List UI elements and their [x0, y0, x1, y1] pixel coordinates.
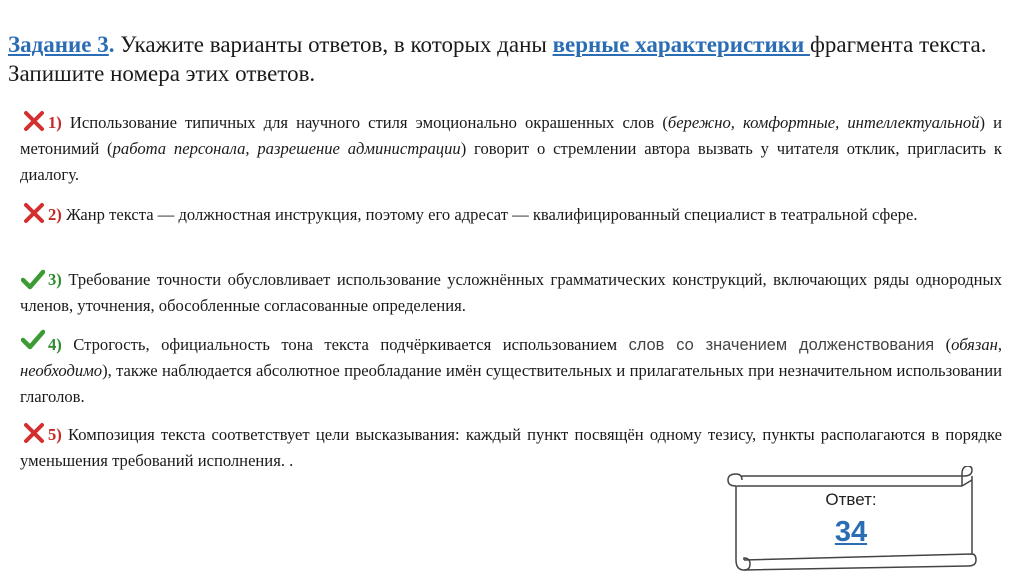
option-text: Использование типичных для научного стиля эмоционально окрашенных слов (	[61, 113, 668, 132]
check-icon	[21, 268, 45, 290]
option-number: 1)	[48, 113, 62, 132]
answer-option-1	[20, 110, 1002, 188]
check-icon	[21, 328, 45, 350]
task-statement	[8, 30, 1012, 88]
option-number: 4)	[48, 335, 62, 354]
option-example: бережно, комфортные, интеллектуальной	[667, 113, 980, 132]
answer-value: 34	[834, 516, 868, 548]
answer-label: Ответ:	[825, 490, 877, 509]
task-highlight: верные характеристики	[552, 32, 810, 57]
option-text: Строгость, официальность тона текста подчёркивается использованием	[61, 335, 629, 354]
option-key-phrase: слов со значением долженствования	[628, 336, 935, 354]
answer-option-3	[20, 267, 1002, 319]
task-label-dot: .	[108, 32, 115, 57]
option-number: 5)	[48, 425, 62, 444]
option-text: Композиция текста соответствует цели высказывания: каждый пункт посвящён одному тезису, пункты располагаются в порядке уменьшения требований исполнения. .	[20, 425, 1002, 470]
option-text: Требование точности обусловливает использование усложнённых грамматических конструкций, включающих ряды однородных членов, уточнения, обособленные согласованные определения.	[20, 270, 1002, 315]
option-example: работа персонала, разрешение администрации	[112, 139, 461, 158]
cross-icon	[23, 110, 45, 132]
option-number: 3)	[48, 270, 62, 289]
option-text: (	[934, 335, 952, 354]
option-text: ) и метонимий (	[20, 113, 1002, 158]
task-label: Задание 3	[8, 32, 109, 57]
answer-option-4	[20, 332, 1002, 410]
option-number: 2)	[48, 205, 62, 224]
option-text: ) говорит о стремлении автора вызвать у читателя отклик, пригласить к диалогу.	[20, 139, 1002, 184]
task-text-before: Укажите варианты ответов, в которых даны	[114, 32, 553, 57]
answer-scroll	[724, 466, 978, 572]
cross-icon	[23, 422, 45, 444]
option-example: обязан, необходимо	[20, 335, 1002, 380]
answer-option-2	[20, 202, 1002, 228]
task-text-after: фрагмента текста. Запишите номера этих ответов.	[8, 32, 987, 86]
option-text: Жанр текста — должностная инструкция, поэтому его адресат — квалифицированный специалист в театральной сфере.	[61, 205, 918, 224]
option-text: ), также наблюдается абсолютное преобладание имён существительных и прилагательных при незначительном использовании глаголов.	[20, 361, 1002, 406]
cross-icon	[23, 202, 45, 224]
